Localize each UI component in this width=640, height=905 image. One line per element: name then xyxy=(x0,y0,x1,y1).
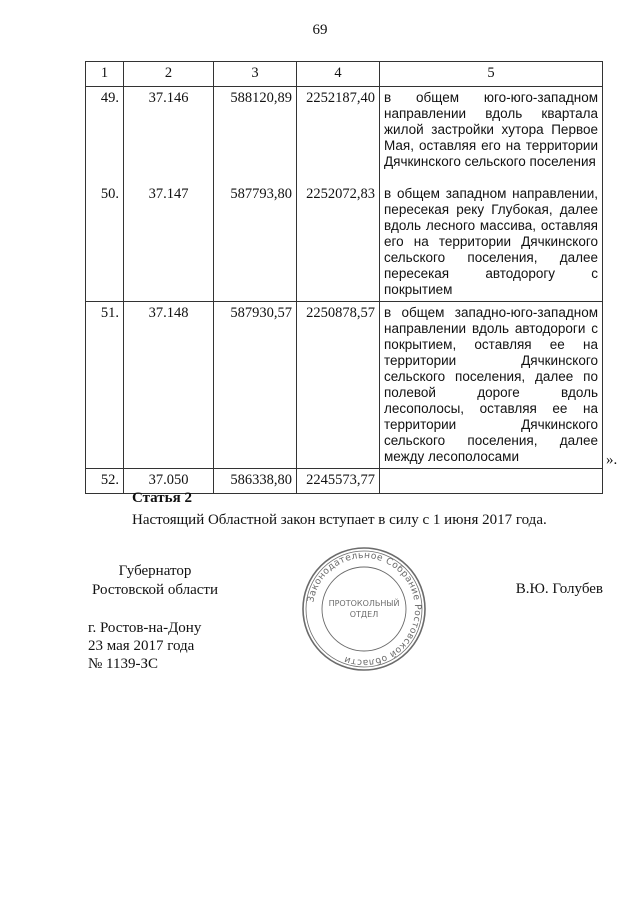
table-header-cell: 1 xyxy=(86,62,124,87)
table-header-cell: 5 xyxy=(380,62,603,87)
route-description xyxy=(380,469,603,494)
signer-title-line: Ростовской области xyxy=(92,582,218,598)
law-number: № 1139-ЗС xyxy=(88,656,159,672)
coord-x: 587930,57 xyxy=(214,302,297,469)
table-header-cell: 2 xyxy=(124,62,214,87)
table-header-cell: 3 xyxy=(214,62,297,87)
row-number: 52. xyxy=(86,469,124,494)
route-description: в общем юго-юго-западном направлении вдоль квартала жилой застройки хутора Первое Мая, оставляя его на территории Дячкинского сельского поселения xyxy=(380,87,603,184)
coord-x: 586338,80 xyxy=(214,469,297,494)
coord-y: 2250878,57 xyxy=(297,302,380,469)
coord-x: 588120,89 xyxy=(214,87,297,184)
seal-outer-textpath: Законодательное Собрание Ростовской области xyxy=(305,549,424,669)
seal-outer-ring xyxy=(303,548,425,670)
point-id: 37.146 xyxy=(124,87,214,184)
law-date: 23 мая 2017 года xyxy=(88,638,195,654)
seal-inner-line-1: ПРОТОКОЛЬНЫЙ xyxy=(328,599,400,608)
place-date-number xyxy=(88,619,201,673)
signer-title xyxy=(85,562,225,600)
coord-y: 2245573,77 xyxy=(297,469,380,494)
article-text: Настоящий Областной закон вступает в силу с 1 июня 2017 года. xyxy=(132,512,547,528)
closing-quote: ». xyxy=(606,452,618,468)
row-number: 50. xyxy=(86,183,124,302)
coord-x: 587793,80 xyxy=(214,183,297,302)
route-description: в общем западном направлении, пересекая реку Глубокая, далее вдоль лесного массива, оставляя его на территории Дячкинского сельского поселения, далее пересекая автодорогу с покрытием xyxy=(380,183,603,302)
table-header-cell: 4 xyxy=(297,62,380,87)
signer-name: В.Ю. Голубев xyxy=(515,581,603,597)
table-row xyxy=(86,87,603,184)
table-row xyxy=(86,183,603,302)
coord-y: 2252187,40 xyxy=(297,87,380,184)
article-title: Статья 2 xyxy=(132,490,192,506)
table-header-row xyxy=(86,62,603,87)
row-number: 49. xyxy=(86,87,124,184)
point-id: 37.148 xyxy=(124,302,214,469)
table-row xyxy=(86,302,603,469)
coordinates-table xyxy=(85,61,603,494)
route-description: в общем западно-юго-западном направлении вдоль автодороги с покрытием, оставляя ее на территории Дячкинского сельского поселения, далее по полевой дороге вдоль лесополосы, оставляя ее на территории Дячкинского сельского поселения, далее между лесополосами xyxy=(380,302,603,469)
official-seal-icon xyxy=(300,545,428,673)
signer-title-line: Губернатор xyxy=(118,563,192,579)
place-city: г. Ростов-на-Дону xyxy=(88,620,202,636)
coord-y: 2252072,83 xyxy=(297,183,380,302)
seal-inner-ring xyxy=(322,567,406,651)
point-id: 37.050 xyxy=(124,469,214,494)
point-id: 37.147 xyxy=(124,183,214,302)
page-number: 69 xyxy=(312,22,328,38)
seal-inner-line-2: ОТДЕЛ xyxy=(349,610,379,619)
row-number: 51. xyxy=(86,302,124,469)
